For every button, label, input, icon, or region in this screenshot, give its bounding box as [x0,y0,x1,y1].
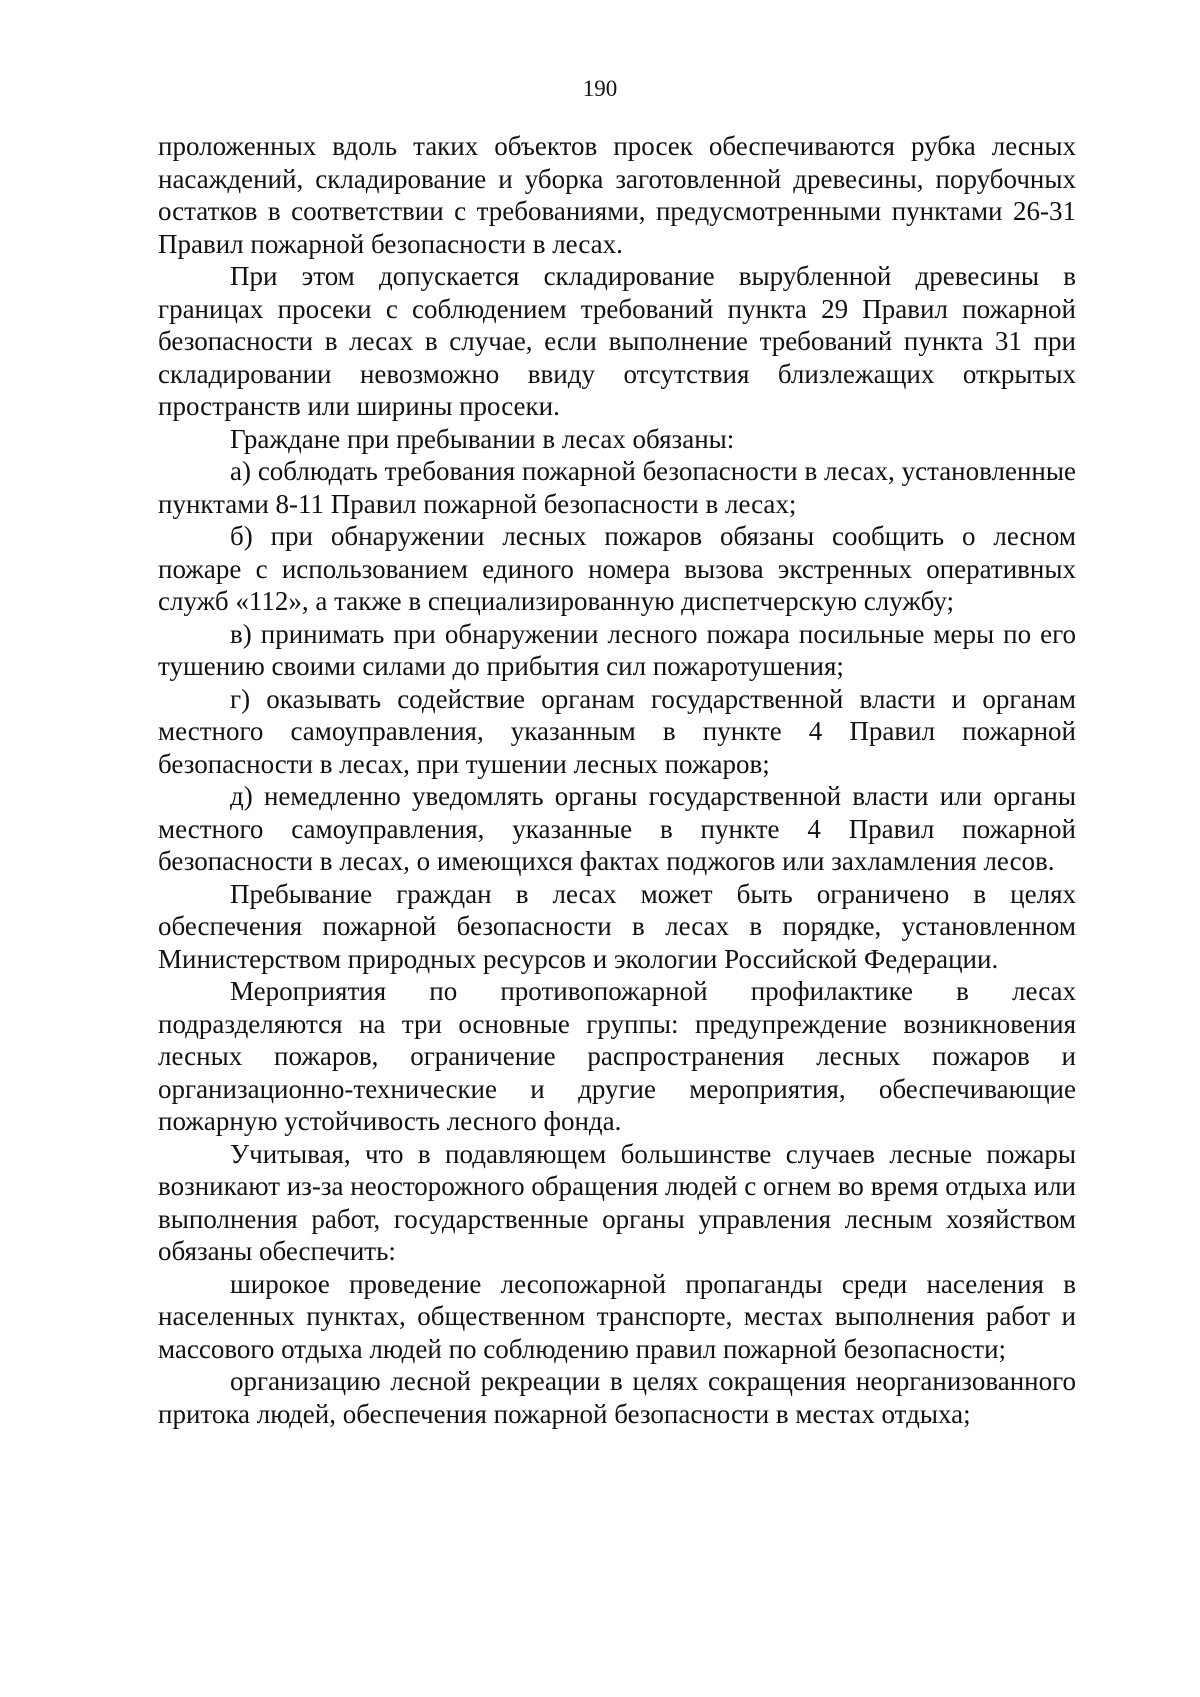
paragraph-citizens-obligations-intro: Граждане при пребывании в лесах обязаны: [230,423,735,454]
paragraph-access-restriction: Пребывание граждан в лесах может быть ограничено в целях обеспечения пожарной безопасности в лесах в порядке, установленном Министерством природных ресурсов и экологии Российской Федерации. [158,878,1076,974]
list-item-v: в) принимать при обнаружении лесного пожара посильные меры по его тушению своими силами до прибытия сил пожаротушения; [158,618,1076,681]
paragraph-continuation: проложенных вдоль таких объектов просек обеспечиваются рубка лесных насаждений, складирование и уборка заготовленной древесины, порубочных остатков в соответствии с требованиями, предусмотренными пунктами 26-31 Правил пожарной безопасности в лесах. [158,131,1076,259]
paragraph-authorities-duties: Учитывая, что в подавляющем большинстве случаев лесные пожары возникают из-за неосторожного обращения людей с огнем во время отдыха или выполнения работ, государственные органы управления лесным хозяйством обязаны обеспечить: [158,1138,1076,1266]
paragraph-recreation-organization: организацию лесной рекреации в целях сокращения неорганизованного притока людей, обеспечения пожарной безопасности в местах отдыха; [158,1366,1076,1429]
paragraph-storage-exception: При этом допускается складирование вырубленной древесины в границах просеки с соблюдением требований пункта 29 Правил пожарной безопасности в лесах в случае, если выполнение требований пункта 31 при складировании невозможно ввиду отсутствия близлежащих открытых пространств или ширины просеки. [158,261,1076,421]
list-item-d: д) немедленно уведомлять органы государственной власти или органы местного самоуправления, указанные в пункте 4 Правил пожарной безопасности в лесах, о имеющихся фактах поджогов или захламления лесов. [158,781,1076,876]
list-item-g: г) оказывать содействие органам государственной власти и органам местного самоуправления, указанным в пункте 4 Правил пожарной безопасности в лесах, при тушении лесных пожаров; [158,683,1076,779]
list-item-a: а) соблюдать требования пожарной безопасности в лесах, установленные пунктами 8-11 Правил пожарной безопасности в лесах; [158,456,1076,519]
list-item-b: б) при обнаружении лесных пожаров обязаны сообщить о лесном пожаре с использованием единого номера вызова экстренных оперативных служб «112», а также в специализированную диспетчерскую службу; [158,521,1076,616]
paragraph-prevention-groups: Мероприятия по противопожарной профилактике в лесах подразделяются на три основные группы: предупреждение возникновения лесных пожаров, ограничение распространения лесных пожаров и организационно-технические и другие мероприятия, обеспечивающие пожарную устойчивость лесного фонда. [158,976,1076,1136]
page-number: 190 [582,76,618,101]
document-body [158,130,1076,1430]
paragraph-fire-propaganda: широкое проведение лесопожарной пропаганды среди населения в населенных пунктах, общественном транспорте, местах выполнения работ и массового отдыха людей по соблюдению правил пожарной безопасности; [158,1268,1076,1364]
